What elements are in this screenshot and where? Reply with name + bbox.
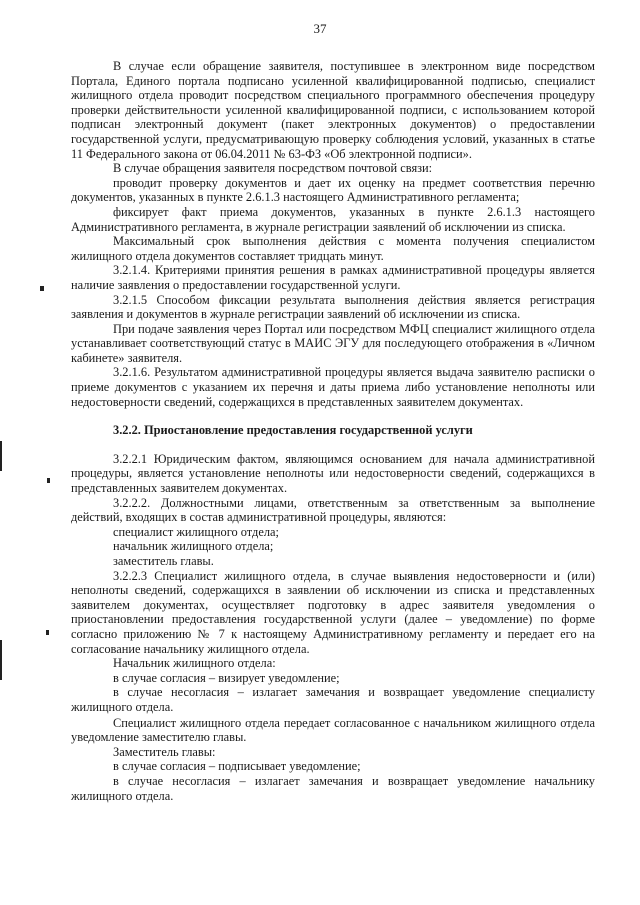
document-body	[71, 59, 595, 803]
scan-mark	[0, 441, 2, 471]
paragraph: Максимальный срок выполнения действия с момента получения специалистом жилищного отдела документов составляет тридцать минут.	[71, 234, 595, 263]
paragraph: 3.2.2.2. Должностными лицами, ответственным за ответственным за выполнение действий, входящих в состав административной процедуры, являются:	[71, 495, 595, 525]
paragraph: 3.2.1.4. Критериями принятия решения в рамках административной процедуры является наличие заявления о предоставлении государственной услуги.	[71, 263, 595, 292]
paragraph: 3.2.1.5 Способом фиксации результата выполнения действия является регистрация заявления и документов в журнале регистрации заявлений об исключении из списка.	[71, 292, 595, 322]
paragraph: фиксирует факт приема документов, указанных в пункте 2.6.1.3 настоящего Административного регламента, в журнале регистрации заявлений об исключении из списка.	[71, 204, 595, 234]
scan-mark	[47, 478, 50, 483]
scan-mark	[40, 286, 44, 291]
scan-mark	[46, 630, 49, 635]
paragraph: в случае согласия – подписывает уведомление;	[113, 759, 361, 774]
paragraph: Начальник жилищного отдела:	[113, 656, 276, 671]
paragraph: При подаче заявления через Портал или посредством МФЦ специалист жилищного отдела устанавливает соответствующий статус в МАИС ЭГУ для последующего отображения в «Личном кабинете» заявителя.	[71, 321, 595, 365]
paragraph: проводит проверку документов и дает их оценку на предмет соответствия перечню документов, указанных в пункте 2.6.1.3 настоящего Административного регламента;	[71, 175, 595, 205]
paragraph: 3.2.2.3 Специалист жилищного отдела, в случае выявления недостоверности и (или) неполноты сведений, содержащихся в заявлении об исключении из списка и представленных заявителем документах, осуществляет подготовку в адрес заявителя уведомления о приостановлении предоставления государственной услуги (далее – уведомление) по форме согласно приложению № 7 к настоящему Административному регламенту и передает его на согласование начальнику жилищного отдела.	[71, 568, 595, 656]
paragraph: заместитель главы.	[113, 554, 214, 568]
paragraph: 3.2.1.6. Результатом административной процедуры является выдача заявителю расписки о приеме документов с указанием их перечня и даты приема либо установление неполноты или недостоверности сведений, содержащихся в представленных заявителем документах.	[71, 365, 595, 409]
paragraph: специалист жилищного отдела;	[113, 524, 279, 539]
paragraph: В случае обращения заявителя посредством почтовой связи:	[113, 161, 433, 176]
scan-mark	[0, 640, 2, 680]
paragraph: в случае согласия – визирует уведомление;	[113, 670, 340, 685]
paragraph: в случае несогласия – излагает замечания и возвращает уведомление начальнику жилищного отдела.	[71, 773, 595, 803]
paragraph: Специалист жилищного отдела передает согласованное с начальником жилищного отдела уведомление заместителю главы.	[71, 715, 595, 745]
paragraph: Заместитель главы:	[113, 744, 216, 759]
page-number: 37	[313, 21, 327, 36]
paragraph: начальник жилищного отдела;	[113, 539, 274, 554]
section-heading: 3.2.2. Приостановление предоставления государственной услуги	[113, 423, 473, 438]
paragraph: 3.2.2.1 Юридическим фактом, являющимся основанием для начала административной процедуры, является установление неполноты или недостоверности сведений, содержащихся в представленных заявителем документах.	[71, 451, 595, 496]
paragraph: В случае если обращение заявителя, поступившее в электронном виде посредством Портала, Единого портала подписано усиленной квалифицированной подписью, специалист жилищного отдела проводит посредством специального программного обеспечения процедуру проверки действительности усиленной квалифицированной подписи, с использованием которой подписан электронный документ (пакет электронных документов) о предоставлении государственной услуги, предусматривающую проверку соблюдения условий, указанных в статье 11 Федерального закона от 06.04.2011 № 63-ФЗ «Об электронной подписи».	[71, 59, 595, 161]
paragraph: в случае несогласия – излагает замечания и возвращает уведомление специалисту жилищного отдела.	[71, 685, 595, 714]
